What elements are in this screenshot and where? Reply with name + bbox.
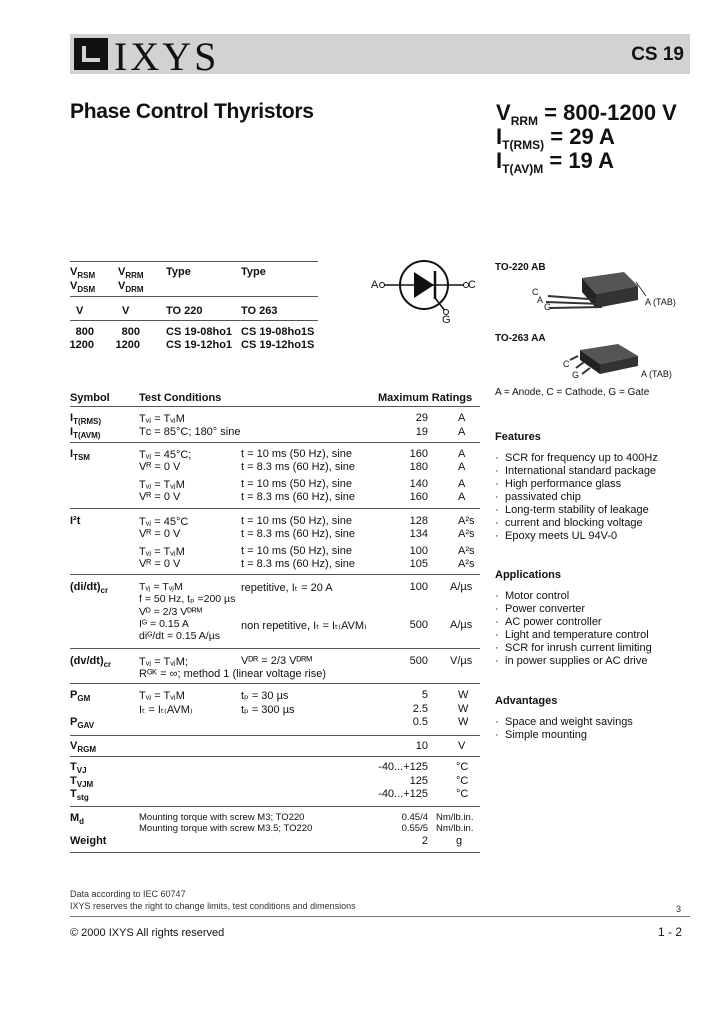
rating-condition-2: t = 8.3 ms (60 Hz), sine — [241, 491, 356, 503]
rating-value: 2.5 — [412, 703, 428, 715]
footnote-code: 3 — [676, 904, 682, 914]
rating-value: 180 — [409, 461, 428, 473]
temp-tvj-unit: °C — [456, 761, 469, 773]
spec-it-rms: $I_{T(RMS)} = 29$ A — [496, 124, 615, 152]
pin-g: G — [572, 370, 580, 380]
page-number: 1 - 2 — [658, 925, 683, 939]
symbol-gate-label: G — [442, 314, 451, 326]
divider — [70, 261, 318, 262]
rating-symbol: $P_{GAV}$ — [70, 716, 95, 730]
type-head-vrrm: $V_{RRM}$ $V_{DRM}$ — [118, 266, 144, 294]
type-head-2: Type — [241, 266, 266, 278]
divider — [70, 406, 480, 407]
rating-condition-2: t = 10 ms (50 Hz), sine — [241, 478, 352, 490]
rating-condition: Tᵥⱼ = TᵥⱼM — [139, 413, 185, 425]
col-conditions: Test Conditions — [139, 392, 222, 404]
divider — [70, 683, 480, 684]
pkg-to263: TO 263 — [241, 305, 278, 317]
type-row-vrrm: 1200 — [115, 339, 140, 351]
footnote-iec: Data according to IEC 60747 — [70, 889, 186, 899]
md-symbol: $M_d$ — [70, 812, 85, 826]
md-cond1: Mounting torque with screw M3; TO220 — [139, 812, 305, 823]
dvdt-cond3: Vᴰᴿ = 2/3 Vᴰᴿᴹ — [241, 655, 312, 667]
rating-unit: W — [458, 689, 469, 701]
page-title: Phase Control Thyristors — [70, 100, 314, 123]
applications-title: Applications — [495, 569, 562, 581]
unit-v2: V — [122, 305, 130, 317]
temp-tstg-unit: °C — [456, 788, 469, 800]
rating-condition: Tᴄ = 85°C; 180° sine — [139, 426, 241, 438]
divider — [70, 648, 480, 649]
features-list — [495, 452, 658, 543]
tab-label: A (TAB) — [645, 297, 676, 307]
rating-value: 128 — [409, 515, 428, 527]
rating-value: 0.5 — [412, 716, 428, 728]
rating-unit: A — [458, 426, 466, 438]
rating-condition-2: t = 8.3 ms (60 Hz), sine — [241, 528, 356, 540]
rating-condition: Vᴿ = 0 V — [139, 461, 181, 473]
rating-unit: A — [458, 461, 466, 473]
didt-cond-nonrep: non repetitive, Iₜ = Iₜ₍AVM₎ — [241, 620, 367, 632]
vrgm-value: 10 — [415, 740, 428, 752]
rating-condition-2: t = 10 ms (50 Hz), sine — [241, 545, 352, 557]
vrgm-symbol: $V_{RGM}$ — [70, 740, 97, 754]
rating-symbol: $I_{T(RMS)}$ — [70, 412, 102, 426]
rating-value: 140 — [409, 478, 428, 490]
rating-unit: A — [458, 412, 466, 424]
didt-value-nonrep: 500 — [409, 619, 428, 631]
temp-tvjm-value: 125 — [409, 775, 428, 787]
rating-unit: A²s — [458, 558, 475, 570]
advantage-item: · Simple mounting — [495, 729, 633, 742]
type-row-vrsm: 800 — [75, 326, 94, 338]
rating-value: 134 — [409, 528, 428, 540]
type-row-to263: CS 19-12ho1S — [241, 339, 315, 351]
feature-item: · International standard package — [495, 465, 658, 478]
application-item: · Light and temperature control — [495, 629, 652, 642]
temp-tvj-value: -40...+125 — [378, 761, 428, 773]
dvdt-cond1: Tᵥⱼ = TᵥⱼM; — [139, 656, 188, 668]
rating-condition-2: tₚ = 300 µs — [241, 704, 295, 716]
divider — [70, 442, 480, 443]
feature-item-cont: · current and blocking voltage — [495, 517, 658, 530]
feature-item: · High performance glass — [495, 478, 658, 491]
pin-a: A — [537, 295, 544, 305]
temp-tvj-symbol: $T_{VJ}$ — [70, 761, 87, 775]
unit-v1: V — [76, 305, 84, 317]
application-item: · Motor control — [495, 590, 652, 603]
pin-g: G — [544, 302, 552, 312]
didt-conditions: Tᵥⱼ = TᵥⱼM f = 50 Hz, tₚ =200 µs Vᴰ = 2/3 Vᴰᴿᴹ Iᴳ = 0.15 A diᴳ/dt = 0.15 A/µs — [139, 581, 236, 643]
weight-value: 2 — [421, 835, 428, 847]
rating-condition: Tᵥⱼ = TᵥⱼM — [139, 690, 185, 702]
didt-cond-rep: repetitive, Iₜ = 20 A — [241, 582, 333, 594]
rating-unit: W — [458, 716, 469, 728]
rating-symbol: $I_{T(AVM)}$ — [70, 426, 101, 440]
rating-condition: Tᵥⱼ = TᵥⱼM — [139, 479, 185, 491]
applications-list — [495, 590, 652, 668]
rating-unit: A — [458, 491, 466, 503]
rating-condition: Tᵥⱼ = 45°C — [139, 516, 189, 528]
ixys-logo-mark — [74, 38, 108, 70]
divider — [70, 574, 480, 575]
tab-label: A (TAB) — [641, 369, 672, 379]
pin-c: C — [563, 359, 570, 369]
rating-value: 100 — [409, 545, 428, 557]
footer-divider — [70, 916, 690, 917]
col-symbol: Symbol — [70, 392, 110, 404]
symbol-anode-label: A — [371, 279, 379, 291]
dvdt-unit: V/µs — [450, 655, 473, 667]
vrgm-unit: V — [458, 740, 466, 752]
type-row-vrsm: 1200 — [69, 339, 94, 351]
rating-value: 5 — [421, 689, 428, 701]
rating-symbol: $I_{TSM}$ — [70, 448, 90, 462]
spec-it-avm: $I_{T(AV)M} = 19$ A — [496, 148, 614, 176]
thyristor-symbol-icon — [368, 258, 478, 328]
rating-symbol: $P_{GM}$ — [70, 689, 91, 703]
temp-tstg-value: -40...+125 — [378, 788, 428, 800]
divider — [70, 296, 318, 297]
md-cond2: Mounting torque with screw M3.5; TO220 — [139, 823, 313, 834]
rating-condition: Tᵥⱼ = 45°C; — [139, 449, 192, 461]
divider — [70, 756, 480, 757]
rating-condition: Vᴿ = 0 V — [139, 491, 181, 503]
didt-value-rep: 100 — [409, 581, 428, 593]
md-unit1: Nm/lb.in. — [436, 812, 474, 823]
rating-unit: W — [458, 703, 469, 715]
col-max-ratings: Maximum Ratings — [378, 392, 473, 404]
divider — [70, 320, 318, 321]
application-item: · SCR for inrush current limiting — [495, 642, 652, 655]
rating-unit: A²s — [458, 545, 475, 557]
ixys-logo-text: IXYS — [114, 34, 220, 79]
rating-unit: A — [458, 448, 466, 460]
rating-symbol: I²t — [70, 515, 81, 527]
rating-value: 105 — [409, 558, 428, 570]
rating-condition-2: tₚ = 30 µs — [241, 690, 289, 702]
application-item: · AC power controller — [495, 616, 652, 629]
divider — [70, 852, 480, 853]
pin-c: C — [532, 287, 539, 297]
feature-item: · Long-term stability of leakage — [495, 504, 658, 517]
temp-tstg-symbol: $T_{stg}$ — [70, 788, 89, 802]
md-value1: 0.45/4 — [401, 812, 428, 823]
didt-unit-rep: A/µs — [450, 581, 473, 593]
advantage-item: · Space and weight savings — [495, 716, 633, 729]
temp-tvjm-symbol: $T_{VJM}$ — [70, 775, 94, 789]
rating-condition-2: t = 10 ms (50 Hz), sine — [241, 448, 352, 460]
type-row-to263: CS 19-08ho1S — [241, 326, 315, 338]
md-value2: 0.55/5 — [401, 823, 428, 834]
application-item-cont: · in power supplies or AC drive — [495, 655, 652, 668]
rating-value: 160 — [409, 448, 428, 460]
rating-condition-2: t = 8.3 ms (60 Hz), sine — [241, 558, 356, 570]
pkg-to263-label: TO-263 AA — [495, 333, 546, 344]
type-head-vrsm: $V_{RSM}$ $V_{DSM}$ — [70, 266, 96, 294]
rating-condition-2: t = 8.3 ms (60 Hz), sine — [241, 461, 356, 473]
didt-unit-nonrep: A/µs — [450, 619, 473, 631]
type-head-1: Type — [166, 266, 191, 278]
footnote-reserve: IXYS reserves the right to change limits, test conditions and dimensions — [70, 901, 356, 911]
symbol-cathode-label: C — [468, 279, 476, 291]
didt-symbol: $(di/dt)_{cr}$ — [70, 581, 109, 595]
type-row-vrrm: 800 — [121, 326, 140, 338]
rating-unit: A²s — [458, 515, 475, 527]
rating-condition: Vᴿ = 0 V — [139, 528, 181, 540]
rating-unit: A²s — [458, 528, 475, 540]
weight-unit: g — [456, 835, 463, 847]
dvdt-value: 500 — [409, 655, 428, 667]
pin-legend: A = Anode, C = Cathode, G = Gate — [495, 387, 650, 398]
rating-condition: Tᵥⱼ = TᵥⱼM — [139, 546, 185, 558]
feature-item: · Epoxy meets UL 94V-0 — [495, 530, 658, 543]
spec-vrrm: $V_{RRM} = 800-1200$ V — [496, 100, 677, 128]
rating-value: 19 — [415, 426, 428, 438]
md-unit2: Nm/lb.in. — [436, 823, 474, 834]
temp-tvjm-unit: °C — [456, 775, 469, 787]
rating-value: 29 — [415, 412, 428, 424]
weight-label: Weight — [70, 835, 107, 847]
rating-unit: A — [458, 478, 466, 490]
pkg-to220: TO 220 — [166, 305, 203, 317]
application-item: · Power converter — [495, 603, 652, 616]
dvdt-cond2: Rᴳᴷ = ∞; method 1 (linear voltage rise) — [139, 668, 327, 680]
divider — [70, 735, 480, 736]
divider — [70, 806, 480, 807]
rating-value: 160 — [409, 491, 428, 503]
rating-condition-2: t = 10 ms (50 Hz), sine — [241, 515, 352, 527]
advantages-title: Advantages — [495, 695, 558, 707]
copyright: © 2000 IXYS All rights reserved — [70, 927, 225, 939]
type-row-to220: CS 19-12ho1 — [166, 339, 233, 351]
rating-condition: Iₜ = Iₜ₍AVM₎ — [139, 704, 193, 716]
divider — [70, 508, 480, 509]
pkg-to220-label: TO-220 AB — [495, 262, 546, 273]
features-title: Features — [495, 431, 541, 443]
advantages-list — [495, 716, 633, 742]
type-row-to220: CS 19-08ho1 — [166, 326, 233, 338]
feature-item-cont: · passivated chip — [495, 491, 658, 504]
rating-condition: Vᴿ = 0 V — [139, 558, 181, 570]
dvdt-symbol: $(dv/dt)_{cr}$ — [70, 655, 112, 669]
part-number: CS 19 — [631, 44, 684, 65]
feature-item: · SCR for frequency up to 400Hz — [495, 452, 658, 465]
